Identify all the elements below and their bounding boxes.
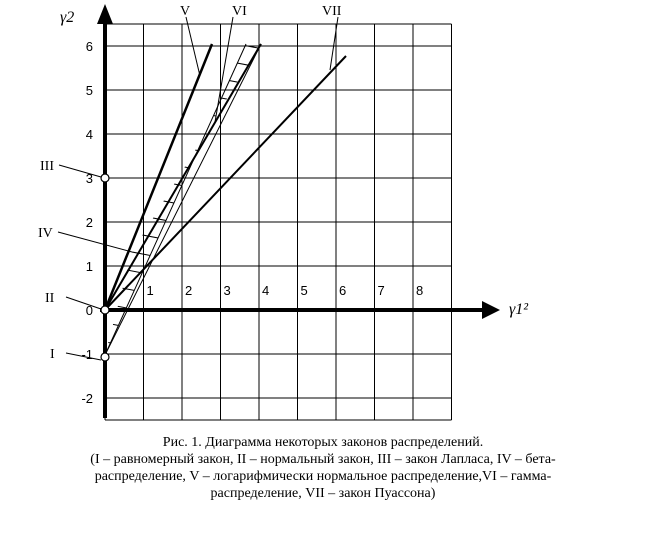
line-vi-gamma [105, 44, 261, 310]
x-tick-label: 1 [146, 283, 154, 298]
hatch-stroke [90, 16, 300, 56]
hatch-stroke [90, 130, 300, 170]
y-tick-label: -2 [81, 391, 93, 406]
x-axis-label: γ1² [509, 301, 529, 318]
x-tick-label: 6 [339, 283, 347, 298]
label-vii: VII [322, 4, 342, 19]
point-iii-laplace [101, 174, 109, 182]
y-tick-label: 0 [85, 303, 93, 318]
point-i-uniform [101, 353, 109, 361]
y-tick-labels [81, 39, 93, 406]
y-tick-label: 2 [85, 215, 93, 230]
x-tick-label: 5 [300, 283, 308, 298]
y-tick-label: 6 [85, 39, 93, 54]
x-tick-label: 2 [185, 283, 193, 298]
hatch-stroke [90, 225, 300, 265]
hatch-stroke [90, 377, 300, 417]
point-ii-normal [101, 306, 109, 314]
hatch-stroke [90, 168, 300, 208]
leader-iv [58, 232, 132, 252]
caption-line-3: распределение, V – логарифмически нормальное распределение,VI – гамма- [94, 469, 552, 484]
y-tick-label: -1 [81, 347, 93, 362]
hatch-stroke [90, 244, 300, 284]
x-axis-arrow [482, 301, 500, 319]
caption-line-1: Рис. 1. Диаграмма некоторых законов распределений. [162, 435, 484, 450]
leader-vii [330, 17, 338, 70]
x-tick-label: 4 [262, 283, 270, 298]
line-v-lognormal [105, 44, 212, 310]
x-tick-label: 8 [416, 283, 424, 298]
line-vii-poisson [105, 56, 346, 310]
label-i: I [50, 347, 55, 362]
hatch-stroke [90, 358, 300, 398]
caption-line-2: (I – равномерный закон, II – нормальный закон, III – закон Лапласа, IV – бета- [90, 452, 556, 467]
hatch-stroke [90, 92, 300, 132]
y-tick-label: 5 [85, 83, 93, 98]
hatch-stroke [90, 206, 300, 246]
hatch-stroke [90, 73, 300, 113]
label-vi: VI [232, 4, 247, 19]
y-tick-label: 3 [85, 171, 93, 186]
y-axis-label [60, 9, 74, 26]
x-tick-labels [147, 283, 424, 298]
x-tick-label: 7 [377, 283, 385, 298]
hatch-stroke [90, 396, 300, 436]
hatch-stroke [90, 187, 300, 227]
label-iii: III [40, 159, 54, 174]
leader-iii [59, 165, 101, 177]
hatch-stroke [90, 0, 300, 18]
hatch-stroke [90, 111, 300, 151]
caption-line-4: распределение, VII – закон Пуассона) [210, 486, 436, 501]
hatch-stroke [90, 339, 300, 379]
label-iv: IV [38, 226, 53, 241]
figure-caption [20, 434, 626, 502]
y-tick-label: 4 [85, 127, 93, 142]
leader-ii [66, 297, 101, 309]
y-axis-arrow [97, 4, 113, 24]
y-axis-label-main: γ2 [60, 9, 75, 26]
label-v: V [180, 4, 191, 19]
region-iv-hatching [90, 0, 300, 440]
y-tick-label: 1 [85, 259, 93, 274]
label-ii: II [45, 291, 55, 306]
x-tick-label: 3 [223, 283, 231, 298]
hatch-stroke [90, 0, 300, 37]
